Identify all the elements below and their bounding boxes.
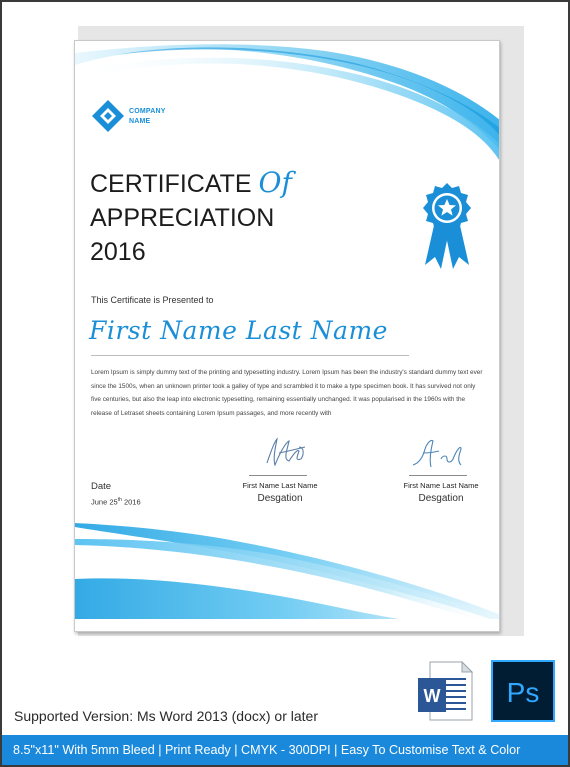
date-suffix: th	[117, 497, 122, 503]
title-of: Of	[258, 166, 292, 199]
signature-1-name: First Name Last Name	[242, 481, 318, 490]
company-name	[129, 107, 166, 127]
signature-2-line	[409, 475, 467, 476]
signature-2-role: Desgation	[418, 493, 464, 504]
word-icon-letter: W	[423, 686, 441, 706]
company-logo-icon	[91, 99, 125, 133]
certificate-body-text: Lorem Ipsum is simply dummy text of the printing and typesetting industry. Lorem Ipsum has been the industry's standard dummy text ever since the 1500s, when an unknown printer took a galley of type and scrambled it to make a type specimen book. It has survived not only five centuries, but also the leap into electronic typesetting, remaining essentially unchanged. It was popularised in the 1960s with the release of Letraset sheets containing Lorem Ipsum passages, and more recently with	[91, 369, 483, 417]
bottom-wave-decoration	[75, 519, 500, 632]
company-name-line1: COMPANY	[129, 108, 166, 115]
signature-2-scribble	[405, 435, 495, 473]
signature-1-scribble	[253, 433, 343, 471]
top-wave-decoration	[75, 41, 500, 166]
date-label: Date	[91, 481, 112, 492]
signature-2-name: First Name Last Name	[403, 481, 479, 490]
photoshop-icon	[491, 660, 555, 722]
presented-to-label: This Certificate is Presented to	[91, 295, 214, 305]
supported-version-text: Supported Version: Ms Word 2013 (docx) or later	[14, 708, 319, 724]
ms-word-icon	[416, 660, 474, 722]
award-ribbon-icon	[419, 181, 475, 271]
title-appreciation: APPRECIATION	[90, 204, 275, 232]
title-year: 2016	[90, 238, 146, 266]
signature-1-role: Desgation	[257, 493, 303, 504]
signature-1-line	[249, 475, 307, 476]
date-year: 2016	[121, 497, 141, 507]
certificate-title	[90, 166, 292, 269]
title-certificate: CERTIFICATE	[90, 170, 252, 198]
company-name-line2: NAME	[129, 118, 151, 125]
date-day: June 25	[91, 497, 118, 507]
features-footer-bar: 8.5"x11" With 5mm Bleed | Print Ready | CMYK - 300DPI | Easy To Customise Text & Color	[2, 735, 568, 765]
recipient-name: First Name Last Name	[89, 316, 388, 345]
certificate-sheet	[74, 40, 500, 632]
ps-icon-letters: Ps	[506, 677, 540, 708]
recipient-underline	[91, 355, 409, 356]
date-value	[91, 497, 141, 507]
